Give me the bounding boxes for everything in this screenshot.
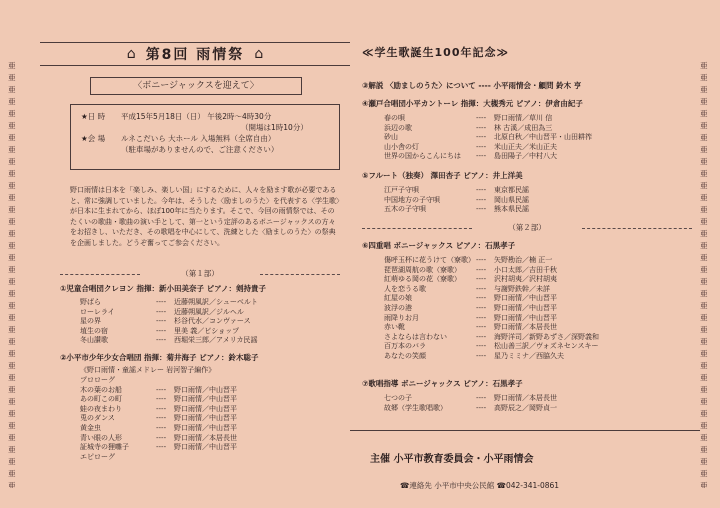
song-credit: 近藤朔風訳／シューベルト: [174, 298, 258, 306]
list-item: [384, 394, 694, 404]
separator: ----: [476, 195, 487, 204]
list-item: [80, 298, 340, 308]
list-item: [384, 323, 694, 333]
footer-divider: [350, 430, 700, 431]
song-title: 百万本のバラ: [384, 342, 426, 351]
song-title: 七つの子: [384, 394, 412, 402]
song-title: 傷呼玉杯に花うけて（寮歌）: [384, 256, 475, 264]
song-title: 赤い靴: [384, 323, 405, 332]
section-4-heading: ④瀬戸合唱団小平カントーレ 指揮：大槻秀元 ピアノ：伊倉由紀子: [362, 99, 583, 108]
divider: [260, 274, 340, 275]
list-item: [384, 256, 694, 266]
song-credit: 近藤朔風訳／ジルヘル: [174, 307, 244, 316]
event-info-box: [70, 104, 340, 170]
song-credit: [174, 453, 340, 463]
separator: ----: [156, 317, 167, 326]
separator: ----: [476, 152, 487, 161]
separator: ----: [476, 303, 487, 312]
separator: ----: [476, 284, 487, 293]
separator: ----: [476, 123, 487, 132]
song-credit: 矢野勘治／楠 正一: [494, 256, 553, 264]
list-item: [80, 308, 340, 318]
song-title: ローレライ: [80, 307, 115, 316]
song-title: 砂山: [384, 133, 398, 142]
list-item: [384, 404, 694, 414]
separator: ----: [476, 114, 487, 122]
list-item: [80, 443, 340, 453]
header-bar: [40, 42, 350, 66]
separator: ----: [476, 351, 487, 360]
section-6-heading: ⑥四重唱 ボニージャックス ピアノ：石黒孝子: [362, 241, 516, 250]
separator: [156, 376, 174, 386]
divider: [582, 228, 692, 229]
date-label: ★日 時: [81, 112, 106, 121]
separator: ----: [156, 404, 167, 413]
separator: ----: [476, 332, 487, 341]
song-credit: 里美 義／ビショップ: [174, 326, 240, 335]
sponsor: 主催 小平市教育委員会・小平雨情会: [370, 454, 534, 465]
medley-title: 《野口雨情・童謡メドレー 岩河智子編作》: [80, 366, 216, 374]
house-icon: ⌂: [126, 46, 136, 62]
separator: ----: [476, 186, 487, 194]
intro-paragraph: 野口雨情は日本を「楽しみ、楽しい国」にするために、人々を励ます歌が必要であると、常に強調していました。今年は、そうした〈励ましのうた〉を代表する〈学生歌〉が日本に生まれてから、ほぼ100年に当たります。そこで、今回の雨情祭では、そのたくいの歌曲・歌曲の演い手として、第一という定評のあるボニージャックスの方々をお招きし、いただき、その歌唱を中心にして、洗練とした〈励ましのうた〉の祭典を企画しました。どうぞ奮ってご参会ください。: [70, 186, 340, 247]
separator: ----: [156, 385, 167, 394]
song-title: 青い眼の人形: [80, 433, 122, 442]
song-credit: 高野辰之／岡野貞一: [494, 403, 557, 412]
part2-label: （第２部）: [508, 223, 546, 232]
section-7-heading: ⑦歌唱指導 ボニージャックス ピアノ：石黒孝子: [362, 379, 523, 388]
list-item: [80, 453, 340, 463]
song-title: 人を恋うる歌: [384, 284, 426, 293]
song-title: エピローグ: [80, 452, 115, 461]
list-item: [80, 395, 340, 405]
list-item: [80, 405, 340, 415]
song-title: 五木の子守唄: [384, 205, 426, 214]
song-credit: 野口雨情／本居長世: [494, 394, 557, 402]
song-credit: 松山善三訳／ヴォズネセンスキー: [494, 342, 599, 351]
separator: ----: [156, 443, 167, 452]
list-item: [384, 266, 694, 276]
list-item: [384, 186, 694, 196]
song-title: 黄金虫: [80, 423, 101, 432]
song-credit: 米山正夫／米山正夫: [494, 142, 557, 151]
section-6-list: [384, 256, 694, 362]
decorative-border-right: 亜 亜 亜 亜 亜 亜 亜 亜 亜 亜 亜 亜 亜 亜 亜 亜 亜 亜 亜 亜 亜 亜 亜 亜 亜 亜 亜 亜 亜 亜 亜 亜 亜 亜 亜 亜: [700, 61, 708, 488]
separator: ----: [156, 298, 167, 306]
list-item: [384, 143, 694, 153]
song-title: 野ばら: [80, 298, 101, 306]
list-item: [80, 376, 340, 386]
venue-label: ★会 場: [81, 134, 106, 143]
song-title: 中国地方の子守唄: [384, 195, 440, 204]
song-title: 木の葉のお船: [80, 385, 122, 394]
separator: ----: [476, 142, 487, 151]
song-credit: 野口雨情／中山晋平: [174, 414, 237, 423]
separator: ----: [476, 323, 487, 332]
list-item: [384, 152, 694, 162]
song-title: 紅萌ゆる岡の花（寮歌）: [384, 275, 461, 284]
song-credit: [174, 376, 340, 386]
song-credit: 野口雨情／中山晋平: [174, 395, 237, 404]
list-item: [80, 424, 340, 434]
song-credit: 海野洋司／新野あずさ／深野義和: [494, 332, 599, 341]
page-title: 第8回 雨情祭: [145, 47, 245, 63]
list-item: [384, 304, 694, 314]
separator: ----: [156, 326, 167, 335]
separator: ----: [156, 423, 167, 432]
venue-value: ルネこだいら 大ホール 入場無料（全席自由）: [121, 134, 276, 143]
song-credit: 野口雨情／中山晋平: [174, 443, 237, 452]
section-3-heading: ③解説 〈励ましのうた〉について ---- 小平雨情会・顧問 鈴木 亨: [362, 81, 582, 90]
song-title: 世界の国からこんにちは: [384, 152, 461, 161]
list-item: [80, 317, 340, 327]
song-title: 故郷（学生歌唱歌）: [384, 403, 447, 412]
song-credit: 野口雨情／中山晋平: [174, 423, 237, 432]
song-title: 兎のダンス: [80, 414, 115, 423]
song-credit: 野口雨情／本居長世: [174, 433, 237, 442]
song-credit: 野口雨情／中山晋平: [174, 385, 237, 394]
venue-note: （駐車場がありませんので、ご注意ください）: [121, 145, 279, 154]
separator: ----: [156, 307, 167, 316]
song-title: 琵琶湖周航の歌（寮歌）: [384, 265, 461, 274]
separator: ----: [156, 336, 167, 345]
song-credit: 野口雨情／中山晋平: [494, 294, 557, 303]
subtitle: 〈ボニージャックスを迎えて〉: [90, 77, 302, 95]
song-credit: 沢村胡夷／沢村胡夷: [494, 275, 557, 284]
song-credit: 野口雨情／草川 信: [494, 114, 553, 122]
song-title: 江戸子守唄: [384, 186, 419, 194]
separator: ----: [476, 205, 487, 214]
section-2-list: [80, 376, 340, 462]
song-credit: 北原白秋／中山晋平・山田耕筰: [494, 133, 592, 142]
song-credit: 杉谷代水／コンヴァース: [174, 317, 251, 326]
divider: [60, 274, 140, 275]
decorative-border-left: 亜 亜 亜 亜 亜 亜 亜 亜 亜 亜 亜 亜 亜 亜 亜 亜 亜 亜 亜 亜 亜 亜 亜 亜 亜 亜 亜 亜 亜 亜 亜 亜 亜 亜 亜 亜: [8, 61, 16, 488]
song-title: 冬山讃歌: [80, 336, 108, 345]
list-item: [384, 314, 694, 324]
song-credit: 野口雨情／中山晋平: [494, 303, 557, 312]
separator: ----: [476, 394, 487, 402]
separator: ----: [476, 133, 487, 142]
part1-label: （第１部）: [181, 269, 219, 278]
list-item: [384, 294, 694, 304]
song-title: 星の界: [80, 317, 101, 326]
song-credit: 小口太郎／吉田千秋: [494, 265, 557, 274]
separator: ----: [476, 313, 487, 322]
section-1-list: [80, 298, 340, 346]
section-2-heading: ②小平市少年少女合唱団 指揮：菊井海子 ピアノ：鈴木聡子: [60, 353, 259, 362]
song-title: 埴生の宿: [80, 326, 108, 335]
house-icon: ⌂: [254, 46, 264, 62]
song-credit: 東京都民謡: [494, 186, 529, 194]
contact: ☎連絡先 小平市中央公民館 ☎042-341-0861: [400, 481, 560, 490]
list-item: [80, 386, 340, 396]
song-title: あの町この町: [80, 395, 122, 404]
list-item: [80, 414, 340, 424]
separator: ----: [156, 433, 167, 442]
list-item: [384, 205, 694, 215]
separator: ----: [476, 275, 487, 284]
section-4-list: [384, 114, 694, 162]
separator: ----: [476, 342, 487, 351]
list-item: [384, 114, 694, 124]
song-credit: 与謝野鉄幹／未詳: [494, 284, 550, 293]
list-item: [384, 342, 694, 352]
song-title: 波浮の港: [384, 303, 412, 312]
list-item: [384, 133, 694, 143]
song-title: さよならは言わない: [384, 332, 447, 341]
separator: ----: [156, 414, 167, 423]
section-7-list: [384, 394, 694, 413]
song-credit: 野口雨情／中山晋平: [174, 404, 237, 413]
song-title: 紅屋の娘: [384, 294, 412, 303]
list-item: [384, 275, 694, 285]
song-credit: 島田陽子／中村八大: [494, 152, 557, 161]
song-credit: 野口雨情／本居長世: [494, 323, 557, 332]
date-value: 平成15年5月18日（日） 午後2時〜4時30分: [121, 112, 272, 121]
section-5-list: [384, 186, 694, 215]
list-item: [80, 327, 340, 337]
song-credit: 野口雨情／中山晋平: [494, 313, 557, 322]
anniversary-title: ≪学生歌誕生100年記念≫: [362, 46, 509, 59]
date-note: （開場は1時10分）: [241, 123, 308, 132]
separator: ----: [476, 403, 487, 412]
song-credit: 岡山県民謡: [494, 195, 529, 204]
song-credit: 熊本県民謡: [494, 205, 529, 214]
separator: ----: [476, 265, 487, 274]
list-item: [384, 124, 694, 134]
separator: ----: [156, 395, 167, 404]
song-title: 証城寺の狸囃子: [80, 443, 129, 452]
list-item: [384, 285, 694, 295]
section-1-heading: ①児童合唱団クレヨン 指揮：新小田美奈子 ピアノ：剣持貴子: [60, 284, 266, 293]
song-credit: 西堀栄三郎／アメリカ民謡: [174, 336, 258, 345]
song-credit: 林 古溪／成田為三: [494, 123, 553, 132]
section-5-heading: ⑤フルート（独奏） 澤田杏子 ピアノ：井上洋美: [362, 171, 523, 180]
list-item: [80, 336, 340, 346]
separator: ----: [476, 256, 487, 264]
song-title: 山小舎の灯: [384, 142, 419, 151]
song-title: 蛙の夜まわり: [80, 404, 122, 413]
divider: [362, 228, 472, 229]
song-title: 春の唄: [384, 114, 405, 122]
list-item: [384, 196, 694, 206]
song-title: 雨降りお月: [384, 313, 419, 322]
song-title: 浜辺の歌: [384, 123, 412, 132]
list-item: [80, 434, 340, 444]
separator: ----: [476, 294, 487, 303]
separator: [156, 453, 174, 463]
song-title: プロローグ: [80, 376, 115, 384]
list-item: [384, 352, 694, 362]
song-title: あなたの笑顔: [384, 351, 426, 360]
list-item: [384, 333, 694, 343]
song-credit: 星乃ミミナ／西脇久夫: [494, 351, 564, 360]
